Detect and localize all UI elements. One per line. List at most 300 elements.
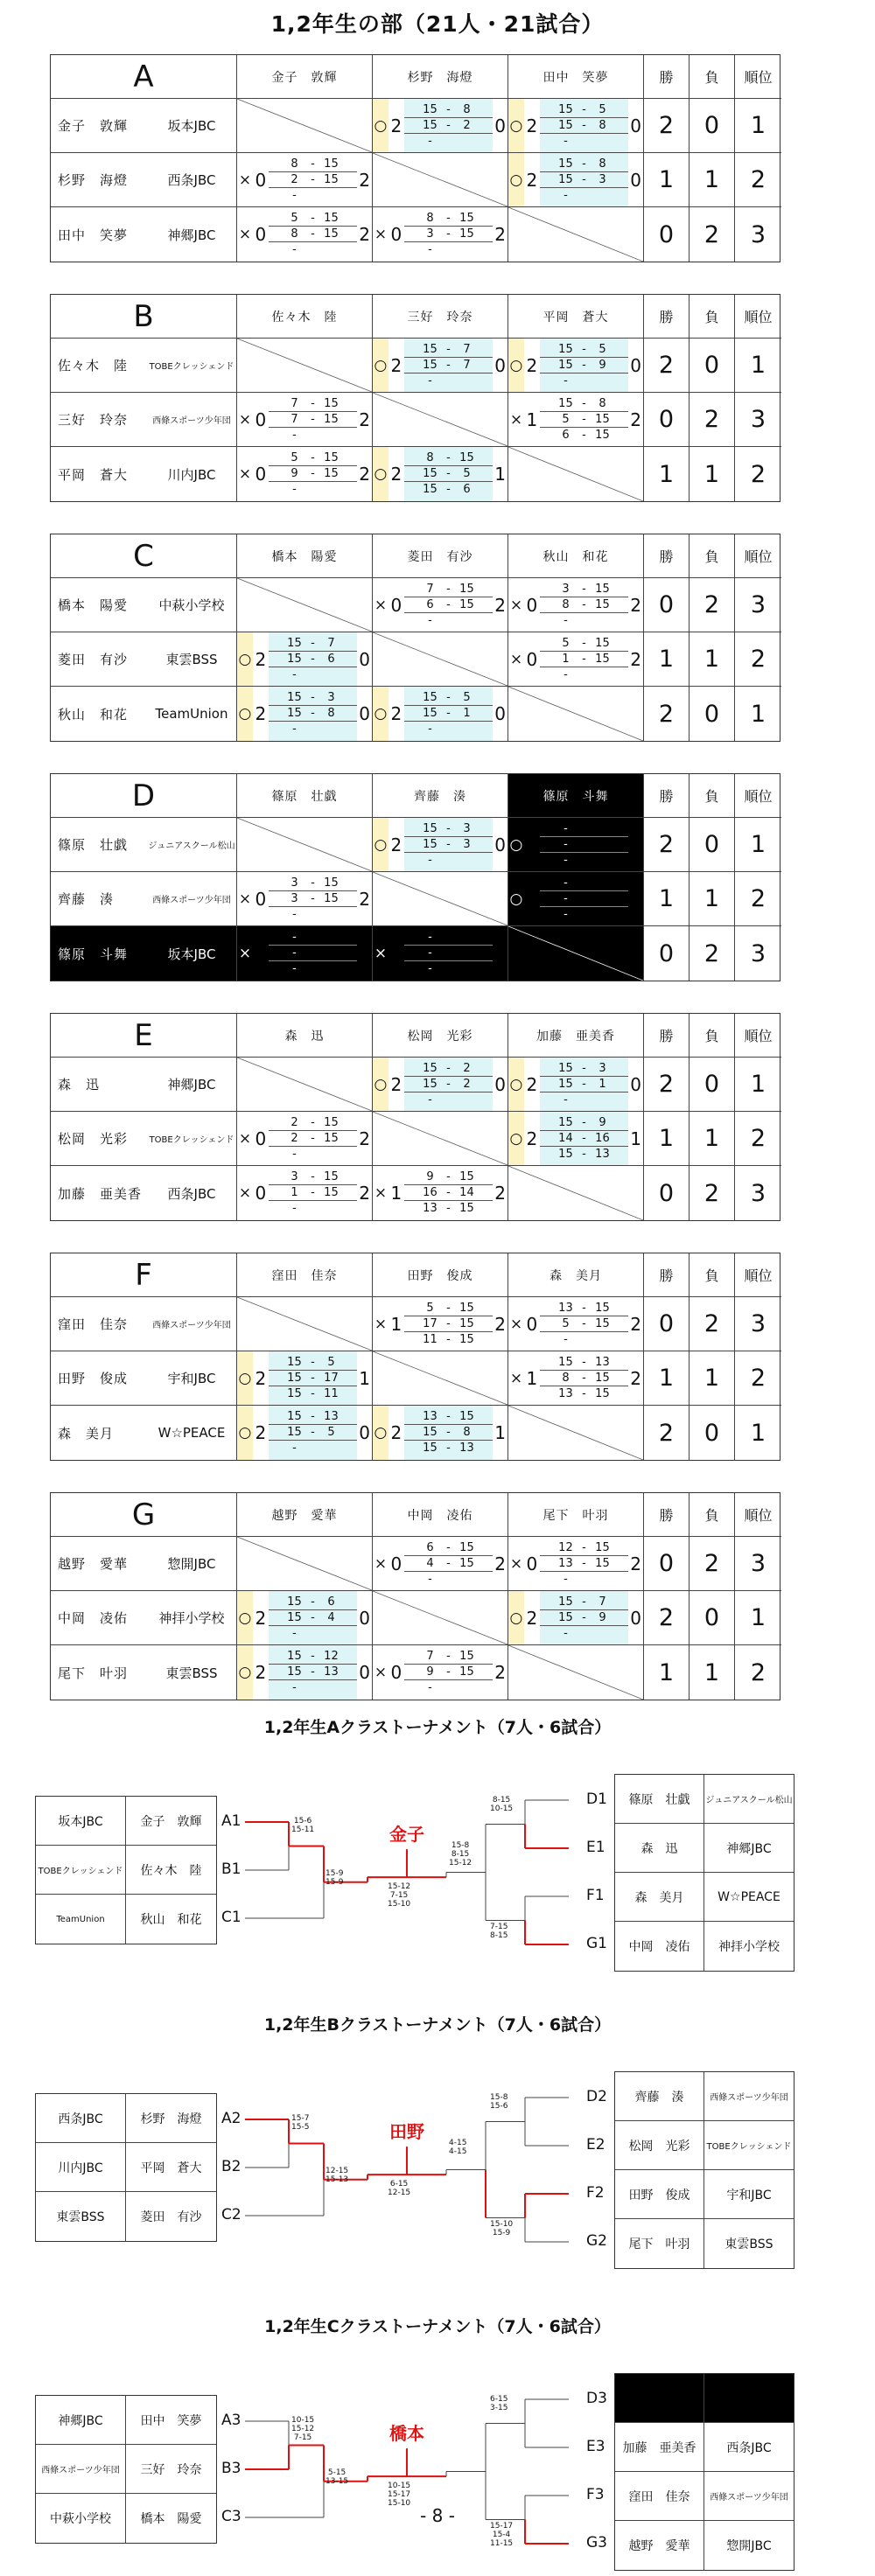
score-self: - (564, 667, 568, 681)
score-dash: - (311, 1665, 315, 1679)
score-self: 12 (558, 1540, 573, 1554)
score-line: 7-15 (293, 2433, 312, 2442)
game-scores (540, 1537, 628, 1590)
score-opp: 15 (324, 172, 339, 186)
header-wins: 勝 (644, 1253, 690, 1297)
game-row (269, 242, 357, 258)
result-mark: × (374, 226, 388, 243)
score-self: 15 (287, 1595, 302, 1609)
player-name: 三好 玲奈 (58, 412, 129, 428)
score-self: 15 (423, 358, 438, 372)
score-self: - (564, 891, 568, 905)
entrant-club: 西條スポーツ少年団 (36, 2445, 126, 2494)
player-name: 田中 笑夢 (58, 227, 129, 243)
score-dash (578, 1626, 590, 1642)
entrant-club: TOBEクレッシェンド (36, 1846, 126, 1895)
player-cell (51, 1351, 237, 1406)
score-opp (454, 1572, 479, 1588)
score-self: 15 (423, 1061, 438, 1075)
score-opp: 7 (463, 342, 471, 356)
score-opp (590, 188, 614, 204)
game-row (540, 1610, 628, 1626)
score-opp (454, 1680, 479, 1696)
game-row (540, 412, 628, 428)
score-self: - (292, 1147, 297, 1161)
score-opp (318, 907, 343, 923)
games-lost: 2 (494, 594, 506, 616)
game-row (269, 1131, 357, 1147)
match-score (449, 1841, 472, 1867)
seed-label: C3 (221, 2508, 242, 2525)
column-header-player: 中岡 凌佑 (373, 1493, 508, 1537)
games-lost: 2 (494, 1183, 506, 1204)
games-lost: 0 (494, 115, 506, 136)
game-row (269, 412, 357, 428)
games-won: 0 (255, 1127, 267, 1149)
score-dash: - (311, 1131, 315, 1145)
diagonal-cell (237, 1058, 373, 1112)
wins-value: 0 (644, 578, 690, 632)
game-row (540, 1540, 628, 1556)
score-opp (590, 891, 614, 906)
score-dash: - (446, 582, 451, 596)
player-club: 西條スポーツ少年団 (152, 1321, 231, 1330)
header-wins: 勝 (644, 534, 690, 578)
entrant-name: 尾下 叶羽 (615, 2219, 704, 2268)
entrant-club: 神郷JBC (704, 1824, 794, 1873)
game-row (404, 211, 493, 227)
match-cell (373, 1537, 508, 1591)
score-opp: 15 (324, 412, 339, 426)
score-dash: - (582, 396, 586, 410)
losses-value: 1 (690, 447, 735, 501)
game-row (269, 1626, 357, 1642)
score-dash (306, 1201, 318, 1217)
game-row (404, 821, 493, 837)
score-opp (590, 134, 614, 150)
score-dash (578, 907, 590, 923)
score-dash: - (446, 837, 451, 851)
score-opp: 5 (463, 691, 471, 704)
player-club: 西条JBC (167, 172, 216, 188)
rank-value: 2 (735, 872, 781, 926)
game-row (404, 837, 493, 853)
score-self: - (428, 243, 432, 256)
games-won: 0 (255, 1183, 267, 1204)
score-dash (442, 722, 454, 737)
header-wins: 勝 (644, 55, 690, 99)
page-title: 1,2年生の部（21人・21試合） (270, 11, 605, 37)
game-row (540, 1316, 628, 1332)
score-line: 15-9 (492, 2228, 511, 2237)
result-mark: ○ (373, 1406, 388, 1460)
score-line: 15-8 (451, 1840, 470, 1850)
player-cell (51, 207, 237, 262)
score-dash (306, 722, 318, 737)
column-header-player: 松岡 光彩 (373, 1014, 508, 1058)
match-cell (508, 1351, 644, 1406)
result-mark: × (374, 1664, 388, 1681)
score-opp (318, 1147, 343, 1162)
entrant-club: TeamUnion (36, 1895, 126, 1944)
score-self: 15 (558, 102, 573, 116)
rank-value: 1 (750, 1419, 766, 1447)
score-self: 15 (558, 1077, 573, 1091)
match-cell (237, 207, 373, 262)
game-scores (269, 1406, 357, 1460)
score-self: 5 (426, 1301, 434, 1315)
score-self: 15 (423, 118, 438, 132)
games-won: 0 (255, 408, 267, 430)
score-dash (442, 134, 454, 150)
game-row (540, 837, 628, 853)
entrant-club: 西条JBC (36, 2094, 126, 2143)
score-dash: - (311, 891, 315, 905)
score-self: 8 (426, 212, 434, 225)
score-self: - (428, 931, 432, 944)
player-club: 東雲BSS (165, 1665, 218, 1681)
games-lost: 2 (494, 1662, 506, 1683)
score-self: - (428, 1681, 432, 1694)
entrant-club: 神拝小学校 (718, 1940, 780, 1954)
score-dash: - (582, 358, 586, 372)
game-row (269, 891, 357, 907)
score-dash: - (446, 1077, 451, 1091)
score-dash: - (311, 1426, 315, 1439)
score-dash: - (446, 483, 451, 496)
match-cell (373, 207, 508, 262)
player-cell (51, 393, 237, 447)
seed-label: G1 (586, 1935, 607, 1952)
score-line: 6-15 (490, 2394, 508, 2404)
score-dash (578, 373, 590, 389)
player-cell (51, 632, 237, 687)
score-opp: 12 (324, 1650, 339, 1663)
game-row (269, 157, 357, 172)
column-header-player: 三好 玲奈 (373, 295, 508, 339)
games-won: 0 (390, 224, 402, 245)
losses-value: 2 (690, 926, 735, 981)
entrant-name: 森 美月 (615, 1873, 704, 1922)
score-line: 15-8 (490, 2092, 508, 2102)
rank-value: 3 (750, 939, 766, 967)
match-cell (237, 1112, 373, 1166)
wins-value: 0 (644, 1166, 690, 1220)
seed-label: D1 (586, 1791, 607, 1808)
games-lost: 2 (359, 408, 370, 430)
losses-value: 0 (690, 1591, 735, 1645)
seed-label: B1 (221, 1860, 242, 1878)
game-row (269, 466, 357, 482)
result-mark: ○ (508, 153, 524, 206)
game-row (540, 1386, 628, 1402)
score-dash: - (582, 1147, 586, 1161)
diagonal-cell (508, 1406, 644, 1460)
diagonal-cell (373, 153, 508, 207)
games-won: 2 (255, 703, 267, 724)
score-self: 7 (290, 412, 298, 426)
score-self: - (564, 1332, 568, 1346)
seed-label: G2 (586, 2232, 607, 2250)
score-opp (590, 1093, 614, 1108)
game-row (269, 636, 357, 652)
score-dash (306, 930, 318, 945)
score-self: - (292, 723, 297, 736)
games-won: 0 (255, 888, 267, 910)
column-header-player: 菱田 有沙 (373, 534, 508, 578)
score-opp: 4 (327, 1610, 335, 1624)
score-opp: 6 (463, 483, 471, 496)
column-header-player: 佐々木 陸 (237, 295, 373, 339)
games-won: 1 (390, 1313, 402, 1335)
result-mark: × (509, 1315, 523, 1333)
score-dash (442, 373, 454, 389)
score-self: 15 (287, 1371, 302, 1385)
games-lost: 0 (630, 115, 641, 136)
header-wins: 勝 (644, 1493, 690, 1537)
score-self: 2 (290, 172, 298, 186)
score-dash: - (446, 1665, 451, 1679)
seed-label: C1 (221, 1909, 242, 1926)
game-row (269, 396, 357, 412)
wins-value: 0 (644, 207, 690, 262)
match-cell (373, 1406, 508, 1460)
score-self: - (564, 837, 568, 851)
game-row (540, 157, 628, 172)
header-losses: 負 (690, 1253, 735, 1297)
games-won: 2 (526, 1073, 538, 1095)
group-table-d (50, 773, 780, 981)
score-dash: - (446, 118, 451, 132)
score-dash: - (582, 1077, 586, 1091)
score-opp: 15 (459, 1301, 474, 1315)
page-number: - 8 - (420, 2505, 455, 2526)
game-row (269, 1115, 357, 1131)
score-self: - (292, 1202, 297, 1215)
score-dash: - (582, 636, 586, 650)
score-dash: - (446, 227, 451, 241)
score-dash: - (582, 428, 586, 442)
score-self: 3 (290, 891, 298, 905)
score-opp: 15 (459, 1650, 474, 1663)
score-self: 9 (426, 1170, 434, 1183)
match-cell (237, 1406, 373, 1460)
score-self: - (292, 1681, 297, 1694)
result-mark: × (374, 945, 388, 962)
score-opp: 15 (459, 1316, 474, 1330)
score-opp (454, 961, 479, 977)
player-name: 平岡 蒼大 (58, 466, 129, 483)
column-header-player: 加藤 亜美香 (508, 1014, 644, 1058)
game-scores (404, 1058, 493, 1111)
score-opp (318, 1441, 343, 1456)
score-dash: - (446, 342, 451, 356)
game-row (540, 876, 628, 891)
game-row (404, 102, 493, 118)
player-club: TOBEクレッシェンド (149, 362, 234, 372)
result-mark: × (238, 945, 252, 962)
header-wins: 勝 (644, 774, 690, 818)
score-self: 13 (558, 1556, 573, 1570)
score-self: 13 (423, 1202, 438, 1215)
score-self: - (428, 1572, 432, 1586)
wins-value: 0 (644, 926, 690, 981)
score-self: 15 (423, 467, 438, 480)
diagonal-cell (508, 1645, 644, 1700)
score-opp (590, 1626, 614, 1642)
game-scores (540, 1058, 628, 1111)
seed-label: F3 (586, 2486, 605, 2503)
score-opp: 15 (459, 582, 474, 596)
player-club: 宇和JBC (167, 1371, 216, 1386)
result-mark: ○ (373, 339, 388, 392)
column-header-player: 秋山 和花 (508, 534, 644, 578)
score-dash (306, 428, 318, 443)
score-opp (454, 1093, 479, 1108)
score-dash (442, 1093, 454, 1108)
games-lost: 2 (359, 1127, 370, 1149)
diagonal-cell (508, 447, 644, 501)
game-row (540, 342, 628, 358)
score-dash (578, 1572, 590, 1588)
games-won: 2 (255, 1662, 267, 1683)
game-row (269, 227, 357, 242)
player-cell (51, 1112, 237, 1166)
score-dash (306, 946, 318, 960)
tournament-title: 1,2年生Bクラストーナメント（7人・6試合） (263, 2015, 612, 2035)
score-line: 15-10 (388, 1900, 411, 1909)
header-rank: 順位 (735, 295, 781, 339)
game-row (404, 342, 493, 358)
game-scores (269, 447, 357, 501)
game-row (269, 1665, 357, 1680)
game-scores (540, 1591, 628, 1644)
score-dash (578, 613, 590, 629)
score-line: 8-15 (451, 1849, 470, 1859)
score-self: 6 (426, 597, 434, 611)
game-row (404, 373, 493, 389)
games-lost: 2 (630, 594, 641, 616)
score-opp: 15 (595, 412, 610, 426)
score-self: 1 (562, 652, 570, 666)
score-opp (454, 613, 479, 629)
game-scores (269, 1645, 357, 1700)
score-opp (590, 837, 614, 852)
column-header-player: 尾下 叶羽 (508, 1493, 644, 1537)
seed-label: E1 (586, 1839, 606, 1856)
game-row (540, 1131, 628, 1147)
game-row (540, 1147, 628, 1162)
score-self: 6 (426, 1540, 434, 1554)
match-cell (237, 1645, 373, 1700)
entrant-club: 東雲BSS (36, 2192, 126, 2241)
games-won: 2 (526, 169, 538, 191)
games-lost: 0 (630, 1607, 641, 1629)
match-cell (373, 447, 508, 501)
game-scores (540, 872, 628, 925)
games-won: 2 (390, 1073, 402, 1095)
player-name: 金子 敦輝 (58, 118, 129, 134)
game-scores (540, 153, 628, 206)
score-dash: - (582, 157, 586, 171)
score-opp: 14 (459, 1186, 474, 1199)
games-lost: 0 (494, 354, 506, 376)
player-name: 橋本 陽愛 (58, 597, 129, 613)
score-dash (578, 837, 590, 852)
games-won: 0 (390, 1662, 402, 1683)
seed-label: E3 (586, 2438, 606, 2455)
entrant-name: 中岡 凌佑 (615, 1922, 704, 1971)
score-opp: 2 (463, 1077, 471, 1091)
rank-value: 2 (750, 1658, 766, 1686)
entrant-club: 東雲BSS (724, 2237, 774, 2251)
result-mark: ○ (373, 1058, 388, 1111)
score-dash: - (446, 1202, 451, 1215)
score-self: - (428, 723, 432, 736)
seed-label: C2 (221, 2206, 242, 2223)
group-table-c (50, 534, 780, 742)
game-row (540, 373, 628, 389)
player-cell (51, 1166, 237, 1220)
game-row (540, 1626, 628, 1642)
player-club: 惣開JBC (167, 1556, 216, 1572)
score-opp: 8 (598, 396, 606, 410)
result-mark: × (238, 1184, 252, 1202)
score-opp: 17 (324, 1371, 339, 1385)
score-opp (590, 1572, 614, 1588)
game-row (269, 428, 357, 443)
score-opp (318, 1626, 343, 1642)
score-opp: 13 (324, 1665, 339, 1679)
seed-label: A2 (221, 2110, 242, 2127)
entrant-club: 坂本JBC (36, 1797, 126, 1846)
score-opp: 6 (327, 652, 335, 666)
score-opp: 8 (327, 707, 335, 720)
header-losses: 負 (690, 1493, 735, 1537)
column-header-player: 齊藤 湊 (373, 774, 508, 818)
result-mark: × (238, 890, 252, 908)
game-row (540, 597, 628, 613)
losses-value: 1 (690, 153, 735, 207)
score-line: 6-15 (389, 2180, 409, 2189)
game-row (269, 706, 357, 722)
score-self: 3 (290, 876, 298, 890)
score-opp: 15 (324, 1131, 339, 1145)
game-row (269, 667, 357, 683)
score-self: 15 (287, 707, 302, 720)
games-won: 2 (526, 1127, 538, 1149)
score-opp: 9 (598, 358, 606, 372)
score-dash (306, 188, 318, 204)
match-cell (373, 926, 508, 981)
result-mark: × (374, 596, 388, 614)
entrant-name: 秋山 和花 (140, 1913, 202, 1927)
score-opp (318, 722, 343, 737)
score-self: - (428, 613, 432, 627)
score-dash: - (446, 1556, 451, 1570)
player-club: 東雲BSS (165, 652, 218, 667)
games-won: 0 (390, 1553, 402, 1574)
score-self: 15 (558, 157, 573, 171)
game-row (540, 1061, 628, 1077)
score-self: 15 (287, 1665, 302, 1679)
score-dash (442, 853, 454, 869)
result-mark: ○ (237, 687, 253, 741)
score-dash (442, 242, 454, 258)
match-cell (373, 578, 508, 632)
game-row (269, 211, 357, 227)
score-self: 15 (558, 342, 573, 356)
